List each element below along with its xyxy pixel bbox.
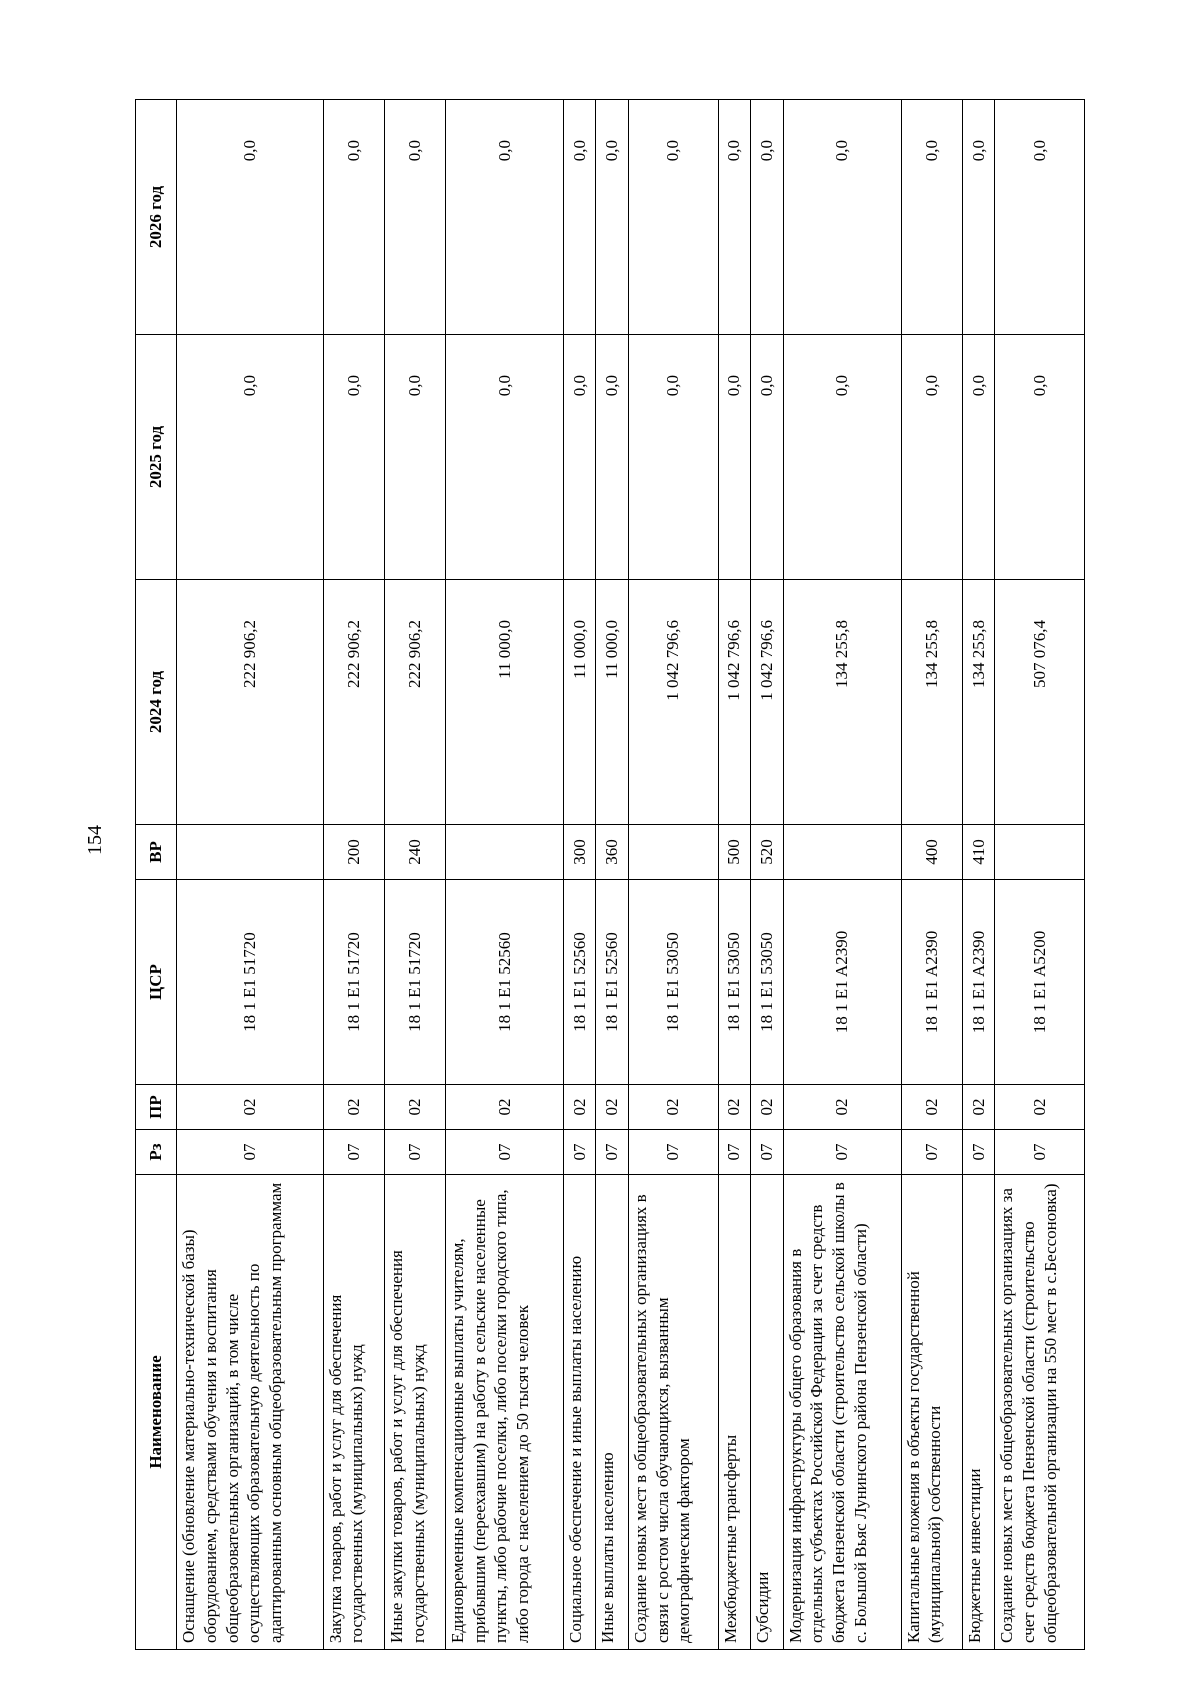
cell-2025: 0,0	[751, 335, 783, 580]
cell-pr: 02	[718, 1085, 750, 1130]
table-row	[564, 100, 596, 1650]
cell-pr: 02	[384, 1085, 445, 1130]
cell-csr: 18 1 E1 51720	[177, 880, 324, 1085]
cell-2026: 0,0	[901, 100, 962, 335]
cell-vr	[995, 825, 1085, 880]
cell-2024: 134 255,8	[783, 580, 901, 825]
header-csr: ЦСР	[136, 880, 177, 1085]
cell-vr: 500	[718, 825, 750, 880]
cell-2025: 0,0	[901, 335, 962, 580]
cell-2025: 0,0	[596, 335, 628, 580]
cell-vr	[628, 825, 718, 880]
cell-name: Модернизация инфраструктуры общего образования в отдельных субъектах Российской Федерации за счет средств бюджета Пензенской области (строительство сельской школы в с. Большой Вьяс Лунинского района Пензенской области)	[783, 1175, 901, 1650]
cell-2024: 222 906,2	[177, 580, 324, 825]
cell-2024: 507 076,4	[995, 580, 1085, 825]
cell-2025: 0,0	[323, 335, 384, 580]
header-name: Наименование	[136, 1175, 177, 1650]
cell-2026: 0,0	[751, 100, 783, 335]
cell-rz: 07	[384, 1130, 445, 1175]
cell-2026: 0,0	[962, 100, 994, 335]
page-number: 154	[84, 825, 106, 855]
cell-2025: 0,0	[445, 335, 563, 580]
header-rz: Рз	[136, 1130, 177, 1175]
cell-2025: 0,0	[995, 335, 1085, 580]
header-2026: 2026 год	[136, 100, 177, 335]
cell-pr: 02	[962, 1085, 994, 1130]
cell-2025: 0,0	[384, 335, 445, 580]
cell-pr: 02	[995, 1085, 1085, 1130]
cell-vr: 240	[384, 825, 445, 880]
table-row	[783, 100, 901, 1650]
cell-name: Капитальные вложения в объекты государственной (муниципальной) собственности	[901, 1175, 962, 1650]
cell-name: Социальное обеспечение и иные выплаты населению	[564, 1175, 596, 1650]
table-row	[962, 100, 994, 1650]
cell-name: Иные закупки товаров, работ и услуг для обеспечения государственных (муниципальных) нужд	[384, 1175, 445, 1650]
cell-csr: 18 1 E1 51720	[323, 880, 384, 1085]
cell-name: Оснащение (обновление материально-технической базы) оборудованием, средствами обучения и воспитания общеобразовательных организаций, в том числе осуществляющих образовательную деятельность по адаптированным основным общеобразовательным программам	[177, 1175, 324, 1650]
cell-vr	[445, 825, 563, 880]
cell-rz: 07	[995, 1130, 1085, 1175]
cell-name: Создание новых мест в общеобразовательных организациях в связи с ростом числа обучающихся, вызванным демографическим фактором	[628, 1175, 718, 1650]
cell-vr: 300	[564, 825, 596, 880]
cell-pr: 02	[323, 1085, 384, 1130]
cell-pr: 02	[751, 1085, 783, 1130]
cell-vr	[177, 825, 324, 880]
cell-pr: 02	[564, 1085, 596, 1130]
cell-2026: 0,0	[177, 100, 324, 335]
table-row	[596, 100, 628, 1650]
table-header-row	[136, 100, 177, 1650]
cell-rz: 07	[901, 1130, 962, 1175]
cell-rz: 07	[323, 1130, 384, 1175]
cell-2026: 0,0	[995, 100, 1085, 335]
cell-2025: 0,0	[718, 335, 750, 580]
cell-rz: 07	[962, 1130, 994, 1175]
table-row	[177, 100, 324, 1650]
cell-rz: 07	[564, 1130, 596, 1175]
table-row	[995, 100, 1085, 1650]
cell-rz: 07	[596, 1130, 628, 1175]
cell-csr: 18 1 E1 53050	[751, 880, 783, 1085]
table-row	[628, 100, 718, 1650]
cell-2024: 1 042 796,6	[751, 580, 783, 825]
cell-csr: 18 1 E1 52560	[445, 880, 563, 1085]
cell-2026: 0,0	[596, 100, 628, 335]
cell-2024: 11 000,0	[445, 580, 563, 825]
header-pr: ПР	[136, 1085, 177, 1130]
cell-2024: 11 000,0	[596, 580, 628, 825]
cell-vr: 520	[751, 825, 783, 880]
rotated-table-container	[135, 100, 1085, 1650]
cell-vr	[783, 825, 901, 880]
cell-name: Межбюджетные трансферты	[718, 1175, 750, 1650]
cell-rz: 07	[718, 1130, 750, 1175]
cell-pr: 02	[628, 1085, 718, 1130]
cell-2024: 1 042 796,6	[628, 580, 718, 825]
cell-vr: 410	[962, 825, 994, 880]
cell-rz: 07	[445, 1130, 563, 1175]
cell-2024: 134 255,8	[962, 580, 994, 825]
cell-csr: 18 1 E1 51720	[384, 880, 445, 1085]
cell-2025: 0,0	[628, 335, 718, 580]
cell-csr: 18 1 E1 53050	[718, 880, 750, 1085]
cell-name: Единовременные компенсационные выплаты учителям, прибывшим (переехавшим) на работу в сельские населенные пункты, либо рабочие поселки, либо поселки городского типа, либо города с населением до 50 тысяч человек	[445, 1175, 563, 1650]
cell-name: Закупка товаров, работ и услуг для обеспечения государственных (муниципальных) нужд	[323, 1175, 384, 1650]
cell-2026: 0,0	[445, 100, 563, 335]
cell-2024: 11 000,0	[564, 580, 596, 825]
table-row	[323, 100, 384, 1650]
table-row	[384, 100, 445, 1650]
cell-pr: 02	[177, 1085, 324, 1130]
cell-csr: 18 1 E1 A5200	[995, 880, 1085, 1085]
cell-pr: 02	[445, 1085, 563, 1130]
cell-rz: 07	[751, 1130, 783, 1175]
budget-table	[135, 99, 1085, 1650]
cell-pr: 02	[596, 1085, 628, 1130]
cell-2025: 0,0	[783, 335, 901, 580]
cell-2024: 222 906,2	[323, 580, 384, 825]
cell-csr: 18 1 E1 53050	[628, 880, 718, 1085]
table-row	[901, 100, 962, 1650]
cell-csr: 18 1 E1 A2390	[962, 880, 994, 1085]
cell-vr: 200	[323, 825, 384, 880]
cell-2026: 0,0	[783, 100, 901, 335]
cell-name: Создание новых мест в общеобразовательных организациях за счет средств бюджета Пензенской области (строительство общеобразовательной организации на 550 мест в с.Бессоновка)	[995, 1175, 1085, 1650]
cell-pr: 02	[901, 1085, 962, 1130]
cell-2025: 0,0	[564, 335, 596, 580]
cell-rz: 07	[783, 1130, 901, 1175]
cell-name: Бюджетные инвестиции	[962, 1175, 994, 1650]
cell-pr: 02	[783, 1085, 901, 1130]
table-row	[718, 100, 750, 1650]
cell-2025: 0,0	[177, 335, 324, 580]
cell-csr: 18 1 E1 52560	[564, 880, 596, 1085]
cell-2024: 222 906,2	[384, 580, 445, 825]
cell-csr: 18 1 E1 52560	[596, 880, 628, 1085]
cell-csr: 18 1 E1 A2390	[901, 880, 962, 1085]
cell-2026: 0,0	[384, 100, 445, 335]
cell-rz: 07	[628, 1130, 718, 1175]
cell-2026: 0,0	[564, 100, 596, 335]
cell-name: Субсидии	[751, 1175, 783, 1650]
cell-2026: 0,0	[323, 100, 384, 335]
header-2024: 2024 год	[136, 580, 177, 825]
table-row	[751, 100, 783, 1650]
cell-rz: 07	[177, 1130, 324, 1175]
header-vr: ВР	[136, 825, 177, 880]
cell-csr: 18 1 E1 A2390	[783, 880, 901, 1085]
cell-vr: 400	[901, 825, 962, 880]
table-row	[445, 100, 563, 1650]
cell-2026: 0,0	[718, 100, 750, 335]
header-2025: 2025 год	[136, 335, 177, 580]
cell-2024: 1 042 796,6	[718, 580, 750, 825]
cell-name: Иные выплаты населению	[596, 1175, 628, 1650]
cell-2024: 134 255,8	[901, 580, 962, 825]
cell-2026: 0,0	[628, 100, 718, 335]
cell-vr: 360	[596, 825, 628, 880]
cell-2025: 0,0	[962, 335, 994, 580]
